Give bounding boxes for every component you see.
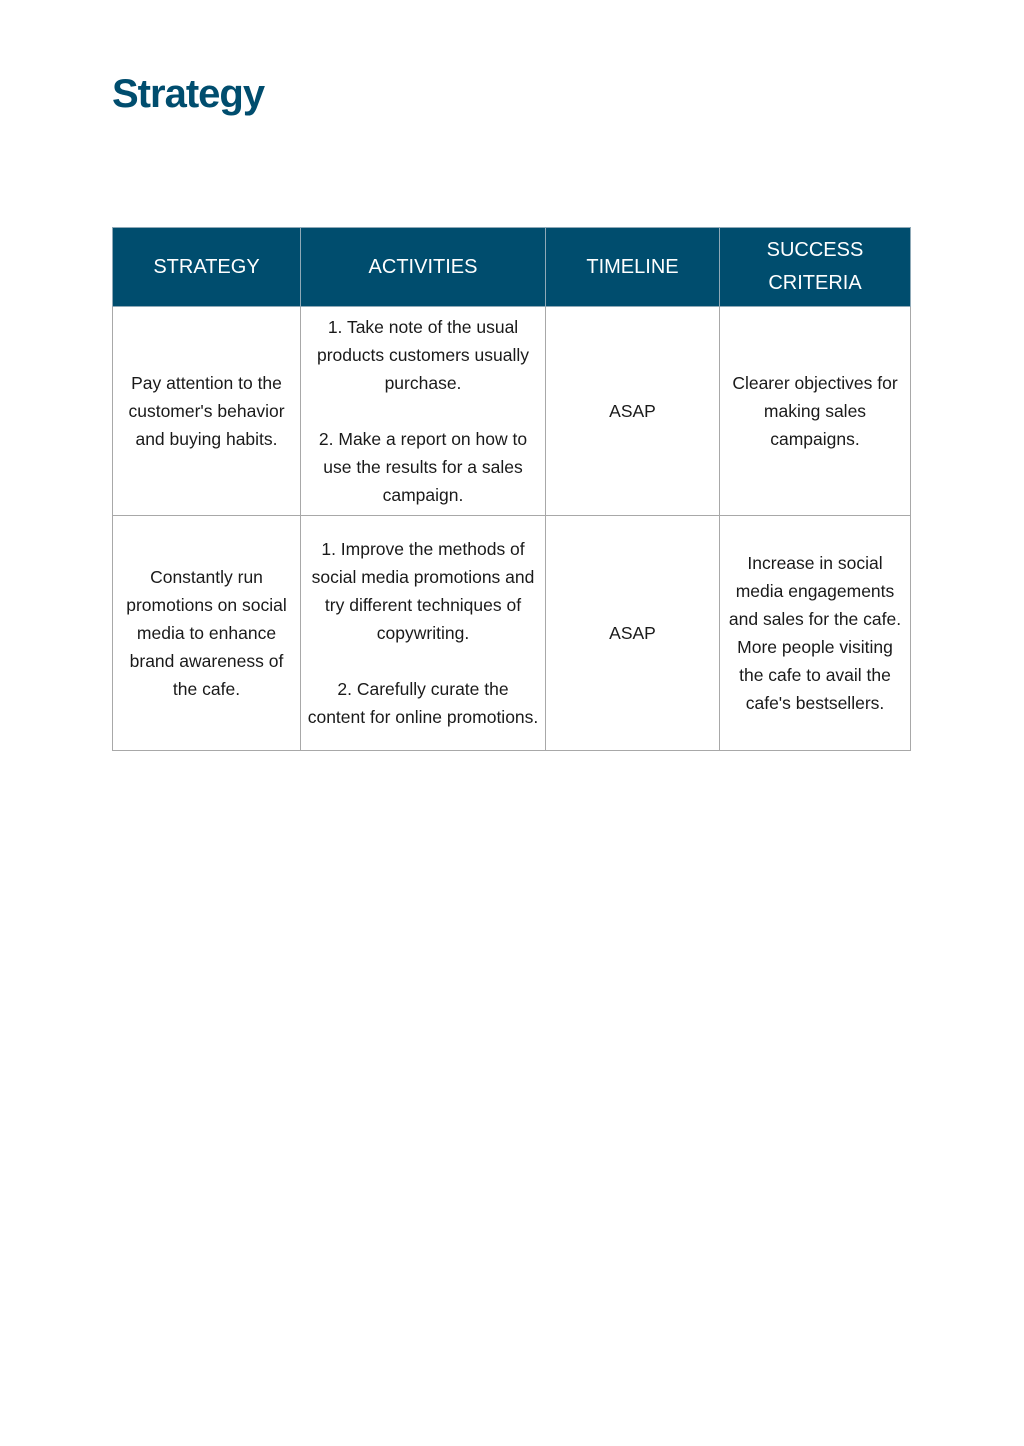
activities-cell [301, 516, 546, 751]
page-title: Strategy [112, 72, 265, 116]
timeline-text: ASAP [609, 401, 656, 421]
strategy-text: Constantly run promotions on social media to enhance brand awareness of the cafe. [126, 567, 287, 699]
timeline-cell [546, 516, 720, 751]
success-criteria-text: Increase in social media engagements and sales for the cafe. More people visiting the cafe to avail the cafe's bestsellers. [728, 553, 902, 713]
header-timeline: TIMELINE [546, 228, 720, 307]
strategy-text: Pay attention to the customer's behavior and buying habits. [128, 373, 285, 449]
table-header-row [113, 228, 911, 307]
header-success-criteria: SUCCESS CRITERIA [720, 228, 911, 307]
strategy-cell [113, 307, 301, 516]
table-row [113, 516, 911, 751]
activities-cell [301, 307, 546, 516]
strategy-table [112, 227, 911, 751]
success-criteria-cell [720, 307, 911, 516]
success-criteria-text: Clearer objectives for making sales campaigns. [732, 373, 898, 449]
success-criteria-cell [720, 516, 911, 751]
activities-text: 1. Improve the methods of social media promotions and try different techniques of copywriting. 2. Carefully curate the content for online promotions. [307, 539, 539, 727]
activities-text: 1. Take note of the usual products customers usually purchase. 2. Make a report on how to use the results for a sales campaign. [316, 317, 530, 505]
header-activities: ACTIVITIES [301, 228, 546, 307]
strategy-cell [113, 516, 301, 751]
timeline-cell [546, 307, 720, 516]
table-row [113, 307, 911, 516]
header-strategy: STRATEGY [113, 228, 301, 307]
timeline-text: ASAP [609, 623, 656, 643]
